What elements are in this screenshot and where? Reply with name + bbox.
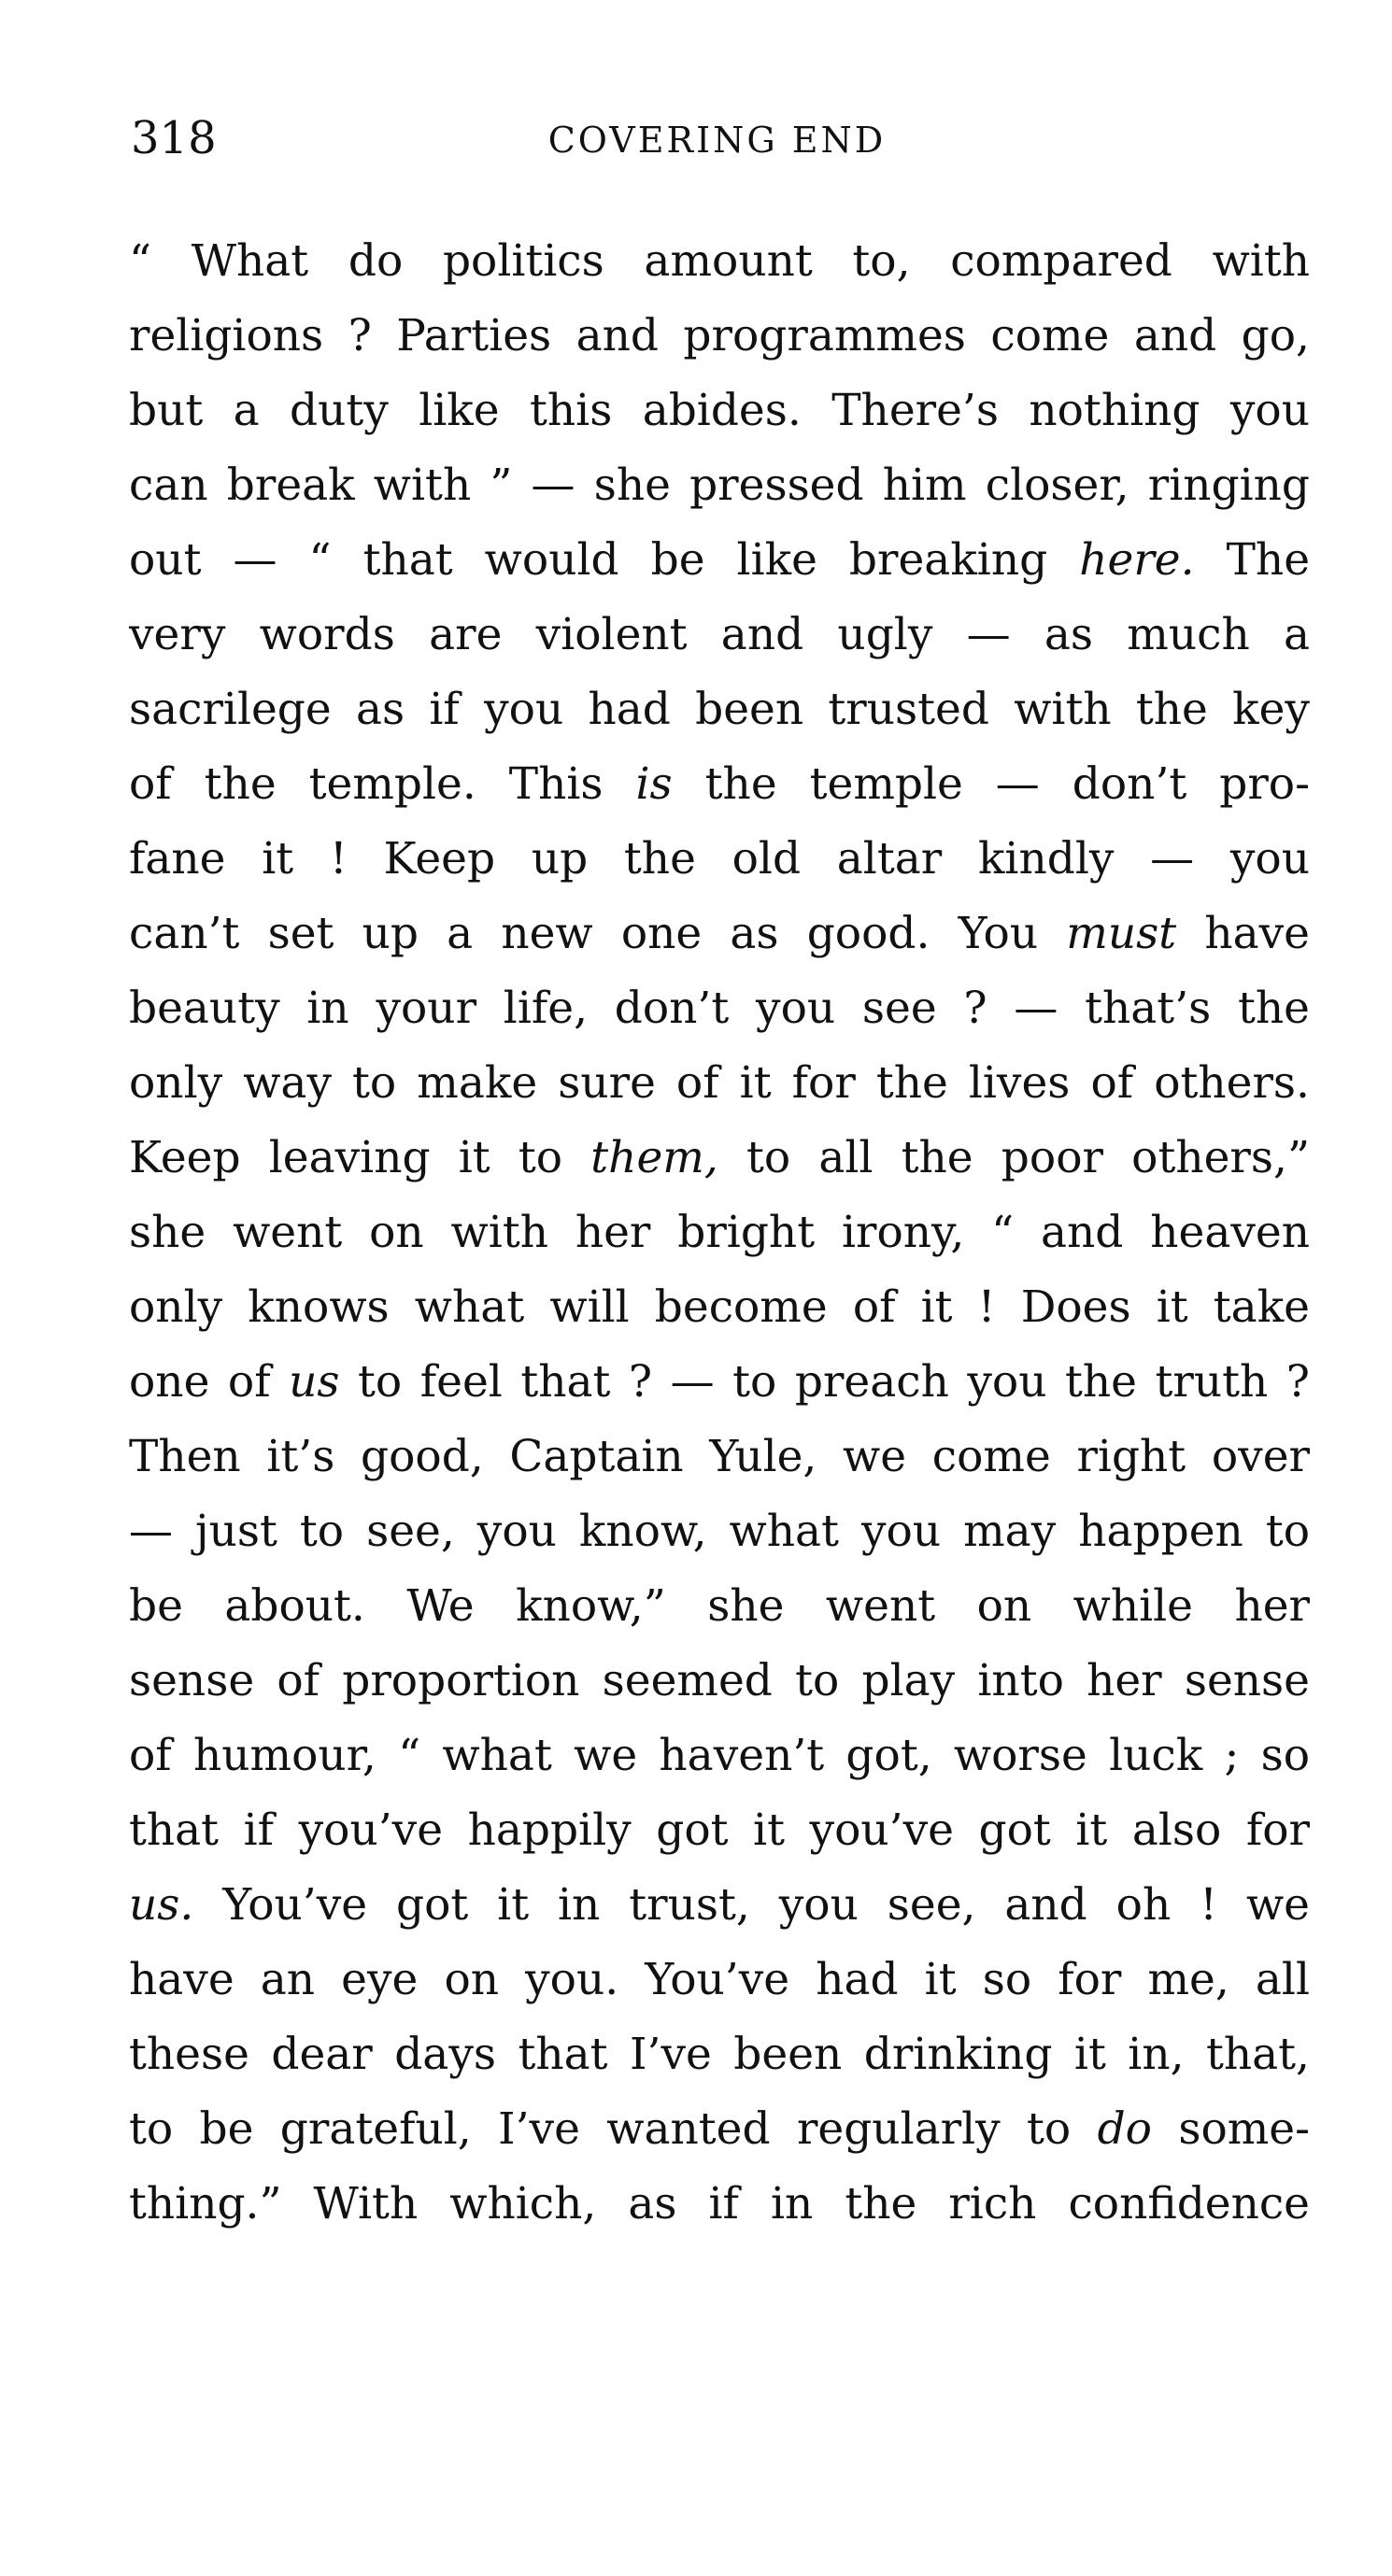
page-header <box>131 110 1303 166</box>
text-segment: to be grateful, I’ve wanted regularly to <box>129 2103 1098 2155</box>
text-segment: religions ? Parties and programmes come and go, <box>129 310 1310 361</box>
text-line <box>129 1494 1310 1569</box>
text-line <box>129 2092 1310 2167</box>
text-segment: to all the poor others,” <box>717 1132 1310 1183</box>
text-segment: only knows what will become of it ! Does it take <box>129 1281 1310 1333</box>
text-line <box>129 1868 1310 1943</box>
text-segment: of humour, “ what we haven’t got, worse luck ; so <box>129 1730 1310 1781</box>
italic-text: must <box>1066 908 1177 959</box>
text-segment: only way to make sure of it for the lives of others. <box>129 1057 1310 1109</box>
text-line <box>129 1420 1310 1494</box>
italic-text: us. <box>129 1879 194 1931</box>
text-segment: the temple — don’t pro- <box>672 758 1310 810</box>
italic-text: us <box>289 1356 340 1408</box>
text-segment: — just to see, you know, what you may happen to <box>129 1506 1310 1557</box>
text-line <box>129 747 1310 822</box>
text-line <box>129 224 1310 299</box>
text-segment: “ What do politics amount to, compared with <box>129 235 1310 287</box>
text-segment: sense of proportion seemed to play into her sense <box>129 1655 1310 1706</box>
text-segment: that if you’ve happily got it you’ve got it also for <box>129 1805 1310 1856</box>
text-segment: The <box>1194 534 1310 586</box>
text-segment: some- <box>1151 2103 1310 2155</box>
text-segment: Then it’s good, Captain Yule, we come right over <box>129 1431 1310 1482</box>
text-segment: to feel that ? — to preach you the truth ? <box>339 1356 1310 1408</box>
text-segment: You’ve got it in trust, you see, and oh ! we <box>193 1879 1310 1931</box>
text-line <box>129 672 1310 747</box>
text-line <box>129 1943 1310 2017</box>
text-line <box>129 299 1310 374</box>
text-segment: can’t set up a new one as good. You <box>129 908 1067 959</box>
text-line <box>129 1644 1310 1719</box>
text-line <box>129 897 1310 971</box>
italic-text: here. <box>1079 534 1195 586</box>
text-line <box>129 1793 1310 1868</box>
italic-text: them, <box>590 1132 718 1183</box>
text-line <box>129 2167 1310 2242</box>
text-segment: can break with ” — she pressed him closer, ringing <box>129 460 1310 511</box>
text-segment: have <box>1176 908 1310 959</box>
text-segment: beauty in your life, don’t you see ? — that’s the <box>129 983 1310 1034</box>
page-number: 318 <box>131 112 217 164</box>
text-line <box>129 1270 1310 1345</box>
text-segment: be about. We know,” she went on while her <box>129 1580 1310 1632</box>
running-title: COVERING END <box>547 120 887 161</box>
italic-text: do <box>1097 2103 1152 2155</box>
text-line <box>129 523 1310 598</box>
text-line <box>129 1719 1310 1793</box>
italic-text: is <box>635 758 673 810</box>
text-segment: out — “ that would be like breaking <box>129 534 1080 586</box>
text-segment: one of <box>129 1356 290 1408</box>
text-segment: have an eye on you. You’ve had it so for me, all <box>129 1954 1310 2005</box>
text-line <box>129 822 1310 897</box>
text-segment: fane it ! Keep up the old altar kindly — you <box>129 833 1310 885</box>
text-segment: sacrilege as if you had been trusted with the key <box>129 684 1310 735</box>
text-segment: thing.” With which, as if in the rich confidence <box>129 2178 1310 2229</box>
text-segment: these dear days that I’ve been drinking it in, that, <box>129 2029 1310 2080</box>
body-text <box>129 224 1310 2242</box>
text-line <box>129 598 1310 672</box>
text-segment: she went on with her bright irony, “ and heaven <box>129 1207 1310 1258</box>
text-line <box>129 971 1310 1046</box>
text-line <box>129 1046 1310 1121</box>
text-line <box>129 374 1310 448</box>
text-line <box>129 2017 1310 2092</box>
text-segment: of the temple. This <box>129 758 636 810</box>
text-line <box>129 448 1310 523</box>
text-line <box>129 1121 1310 1196</box>
text-line <box>129 1196 1310 1270</box>
text-line <box>129 1569 1310 1644</box>
text-segment: but a duty like this abides. There’s nothing you <box>129 385 1310 436</box>
text-segment: Keep leaving it to <box>129 1132 591 1183</box>
text-line <box>129 1345 1310 1420</box>
text-segment: very words are violent and ugly — as much a <box>129 609 1310 660</box>
